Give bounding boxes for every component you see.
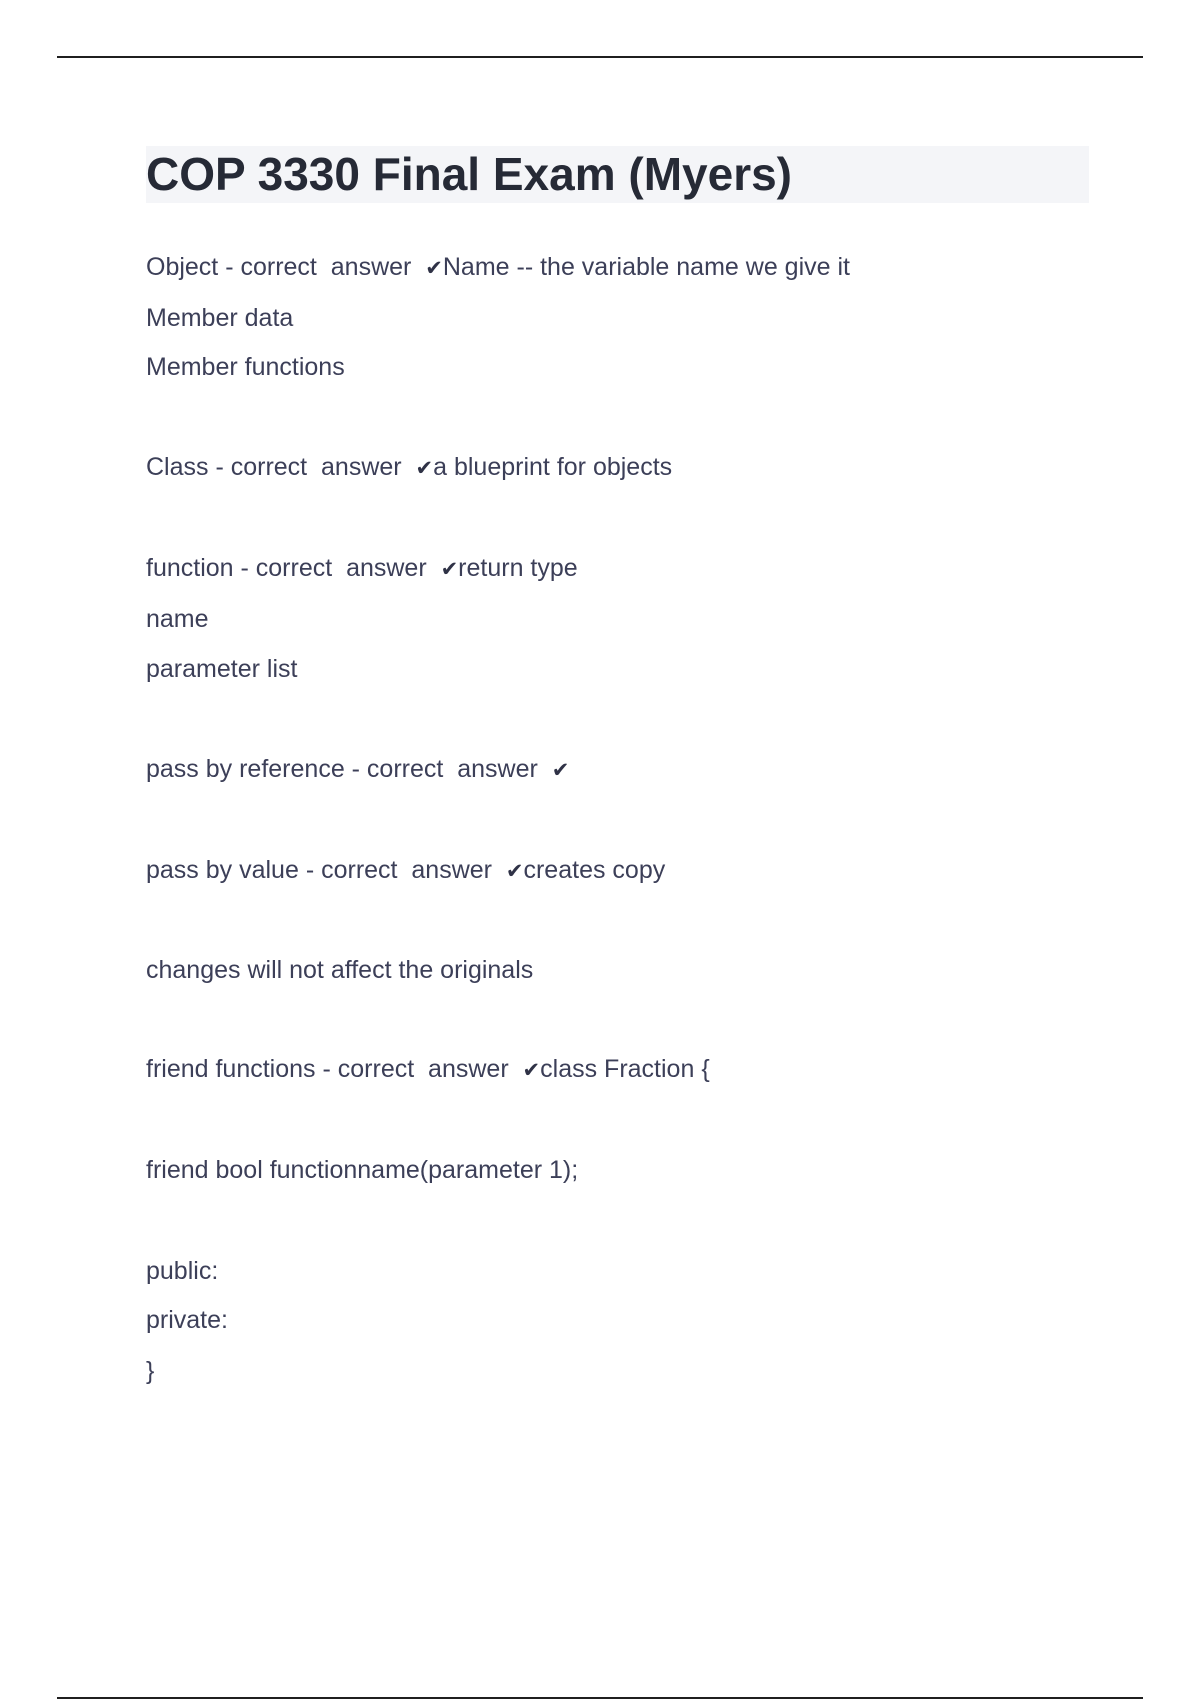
- text-line: changes will not affect the originals: [146, 956, 534, 984]
- term-text: friend functions - correct answer: [146, 1055, 523, 1083]
- answer-text: creates copy: [523, 856, 666, 884]
- check-icon: ✔: [425, 256, 443, 280]
- text-line: private:: [146, 1306, 228, 1334]
- entry-object: [146, 252, 850, 283]
- text-line: parameter list: [146, 655, 298, 683]
- text-line: }: [146, 1357, 155, 1385]
- entry-pass-by-value: [146, 855, 665, 886]
- term-text: function - correct answer: [146, 554, 441, 582]
- entry-class: [146, 452, 672, 483]
- text-line: friend bool functionname(parameter 1);: [146, 1156, 579, 1184]
- check-icon: ✔: [551, 758, 570, 782]
- check-icon: ✔: [440, 557, 459, 581]
- entry-pass-by-reference: [146, 754, 569, 785]
- text-line: name: [146, 605, 209, 633]
- answer-text: Name -- the variable name we give it: [442, 253, 850, 281]
- bottom-rule: [57, 1697, 1143, 1699]
- check-icon: ✔: [505, 859, 524, 883]
- check-icon: ✔: [522, 1058, 541, 1082]
- answer-text: a blueprint for objects: [433, 453, 673, 481]
- term-text: pass by reference - correct answer: [146, 755, 552, 783]
- term-text: Object - correct answer: [146, 253, 426, 281]
- document-title: COP 3330 Final Exam (Myers): [146, 148, 792, 200]
- answer-text: class Fraction {: [540, 1055, 710, 1083]
- text-line: public:: [146, 1257, 219, 1285]
- top-rule: [57, 56, 1143, 58]
- answer-text: return type: [458, 554, 578, 582]
- term-text: pass by value - correct answer: [146, 856, 506, 884]
- text-line: Member data: [146, 304, 294, 332]
- entry-function: [146, 553, 578, 584]
- text-line: Member functions: [146, 353, 345, 381]
- check-icon: ✔: [415, 456, 434, 480]
- term-text: Class - correct answer: [146, 453, 416, 481]
- entry-friend-functions: [146, 1054, 710, 1085]
